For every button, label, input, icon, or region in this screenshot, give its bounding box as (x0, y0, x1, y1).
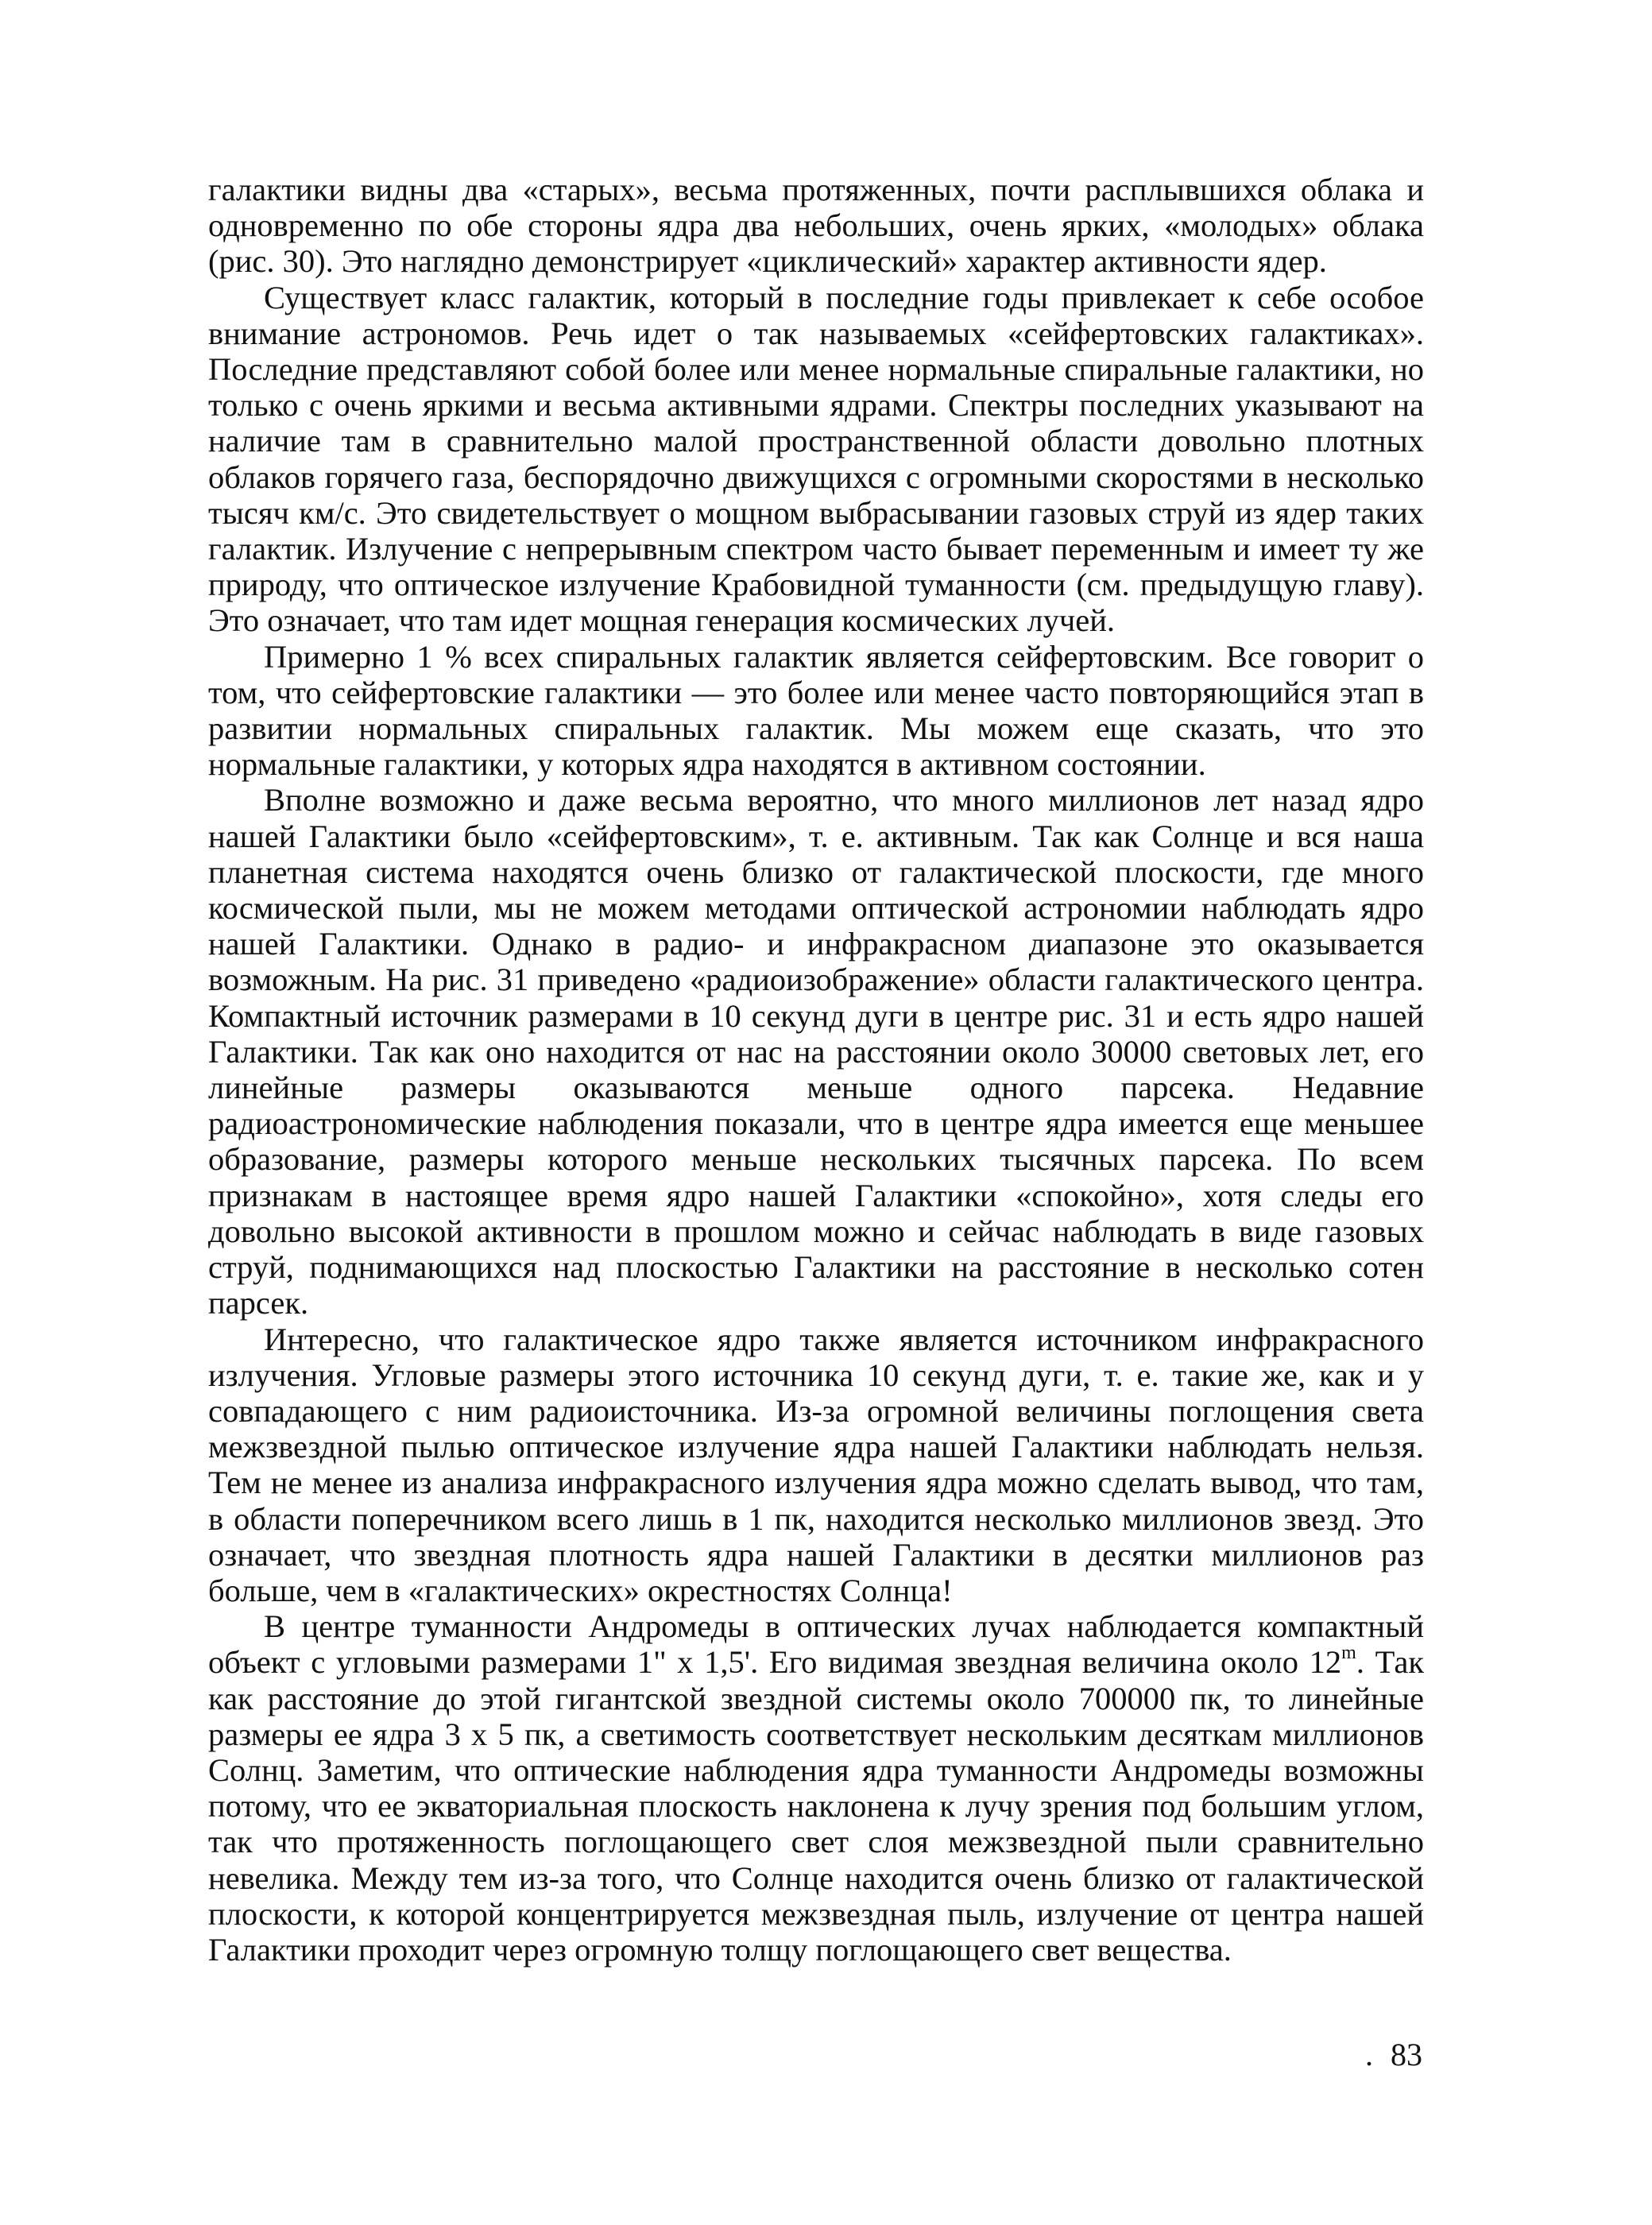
page-dot: . (1365, 2037, 1373, 2072)
page-number: 83 (1391, 2037, 1422, 2072)
body-text (208, 172, 1424, 1968)
paragraph-infrared-emission: Интересно, что галактическое ядро также является источником инфракрасного излучения. Угловые размеры этого источника 10 секунд дуги, т. е. такие же, как и у совпадающего с ним радиоисточника. Из-за огромной величины поглощения света межзвездной пылью оптическое излучение ядра нашей Галактики наблюдать нельзя. Тем не менее из анализа инфракрасного излучения ядра можно сделать вывод, что там, в области поперечником всего лишь в 1 пк, находится несколько миллионов звезд. Это означает, что звездная плотность ядра нашей Галактики в десятки миллионов раз больше, чем в «галактических» окрестностях Солнца! (208, 1321, 1424, 1608)
andromeda-text-part-2: . Так как расстояние до этой гигантской звездной системы около 700000 пк, то линейные размеры ее ядра 3 x 5 пк, а светимость соответствует нескольким десяткам миллионов Солнц. Заметим, что оптические наблюдения ядра туманности Андромеды возможны потому, что ее экваториальная плоскость наклонена к лучу зрения под большим углом, так что протяженность поглощающего свет слоя межзвездной пыли сравнительно невелика. Между тем из-за того, что Солнце находится очень близко от галактической плоскости, к которой концентрируется межзвездная пыль, излучение от центра нашей Галактики проходит через огромную толщу поглощающего свет вещества. (208, 1644, 1424, 1968)
paragraph-galactic-nucleus: Вполне возможно и даже весьма вероятно, что много миллионов лет назад ядро нашей Галактики было «сейфертовским», т. е. активным. Так как Солнце и вся наша планетная система находятся очень близко от галактической плоскости, где много космической пыли, мы не можем методами оптической астрономии наблюдать ядро нашей Галактики. Однако в радио- и инфракрасном диапазоне это оказывается возможным. На рис. 31 приведено «радиоизображение» области галактического центра. Компактный источник размерами в 10 секунд дуги в центре рис. 31 и есть ядро нашей Галактики. Так как оно находится от нас на расстоянии около 30000 световых лет, его линейные размеры оказываются меньше одного парсека. Недавние радиоастрономические наблюдения показали, что в центре ядра имеется еще меньшее образование, размеры которого меньше нескольких тысячных парсека. По всем признакам в настоящее время ядро нашей Галактики «спокойно», хотя следы его довольно высокой активности в прошлом можно и сейчас наблюдать в виде газовых струй, поднимающихся над плоскостью Галактики на расстояние в несколько сотен парсек. (208, 782, 1424, 1321)
magnitude-superscript: m (1341, 1643, 1356, 1664)
paragraph-seyfert-percentage: Примерно 1 % всех спиральных галактик является сейфертовским. Все говорит о том, что сейфертовские галактики — это более или менее часто повторяющийся этап в развитии нормальных спиральных галактик. Мы можем еще сказать, что это нормальные галактики, у которых ядра находятся в активном состоянии. (208, 638, 1424, 783)
paragraph-seyfert-galaxies: Существует класс галактик, который в последние годы привлекает к себе особое внимание астрономов. Речь идет о так называемых «сейфертовских галактиках». Последние представляют собой более или менее нормальные спиральные галактики, но только с очень яркими и весьма активными ядрами. Спектры последних указывают на наличие там в сравнительно малой пространственной области довольно плотных облаков горячего газа, беспорядочно движущихся с огромными скоростями в несколько тысяч км/с. Это свидетельствует о мощном выбрасывании газовых струй из ядер таких галактик. Излучение с непрерывным спектром часто бывает переменным и имеет ту же природу, что оптическое излучение Крабовидной туманности (см. предыдущую главу). Это означает, что там идет мощная генерация космических лучей. (208, 279, 1424, 639)
paragraph-andromeda (208, 1608, 1424, 1968)
andromeda-text-part-1: В центре туманности Андромеды в оптических лучах наблюдается компактный объект с угловыми размерами 1" x 1,5'. Его видимая звездная величина около 12 (208, 1608, 1424, 1681)
paragraph-continuation: галактики видны два «старых», весьма протяженных, почти расплывшихся облака и одновременно по обе стороны ядра два небольших, очень ярких, «молодых» облака (рис. 30). Это наглядно демонстрирует «циклический» характер активности ядер. (208, 172, 1424, 280)
page-footer (1343, 2036, 1422, 2074)
